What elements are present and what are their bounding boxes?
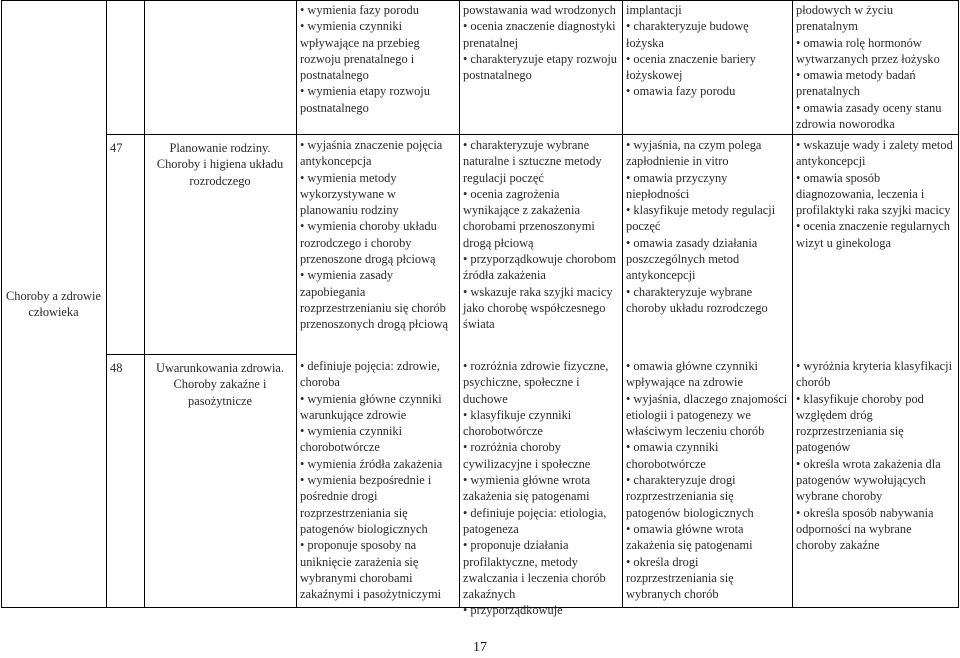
col-divider	[144, 0, 145, 608]
row-divider	[1, 0, 958, 1]
section-cell	[1, 0, 106, 608]
col-divider	[958, 0, 959, 608]
col6-cell-c	[792, 358, 958, 607]
col6-cell-b	[792, 137, 958, 355]
list-item: • wymienia metody wykorzystywane w planowaniu rodziny	[300, 170, 399, 218]
list-item: powstawania wad wrodzonych	[463, 3, 616, 17]
col4-cell-c	[459, 358, 622, 618]
col-divider	[106, 0, 107, 608]
list-item: • wskazuje raka szyjki macicy jako chorobę współczesnego świata	[463, 284, 613, 332]
list-item: • wymienia główne wrota zakażenia się patogenami	[463, 473, 591, 504]
row-divider	[106, 354, 296, 355]
list-item: implantacji	[626, 3, 682, 17]
list-item: • rozróżnia zdrowie fizyczne, psychiczne, społeczne i duchowe	[463, 359, 609, 406]
list-item: • rozróżnia choroby cywilizacyjne i społeczne	[463, 440, 591, 471]
list-item: • charakteryzuje wybrane choroby układu rozrodczego	[626, 284, 768, 315]
col5-cell-c	[622, 358, 792, 607]
list-item: • wymienia choroby układu rozrodczego i choroby przenoszone drogą płciową	[300, 219, 437, 267]
list-item: • określa sposób nabywania odporności na wybrane choroby zakaźne	[796, 505, 934, 553]
row-divider	[106, 134, 958, 135]
page-number: 17	[473, 640, 487, 655]
list-item: • omawia zasady działania poszczególnych metod antykoncepcji	[626, 235, 758, 283]
list-item: • omawia fazy porodu	[626, 84, 736, 99]
col6-cell-a	[792, 2, 958, 134]
list-item: • klasyfikuje choroby pod względem dróg rozprzestrzeniania się patogenów	[796, 391, 924, 455]
list-item: • omawia sposób diagnozowania, leczenia i profilaktyki raka szyjki macicy	[796, 170, 951, 218]
list-item: • przyporządkowuje	[463, 603, 563, 618]
list-item: • omawia główne wrota zakażenia się patogenami	[626, 521, 753, 553]
list-item: • omawia zasady oceny stanu zdrowia noworodka	[796, 100, 942, 132]
list-item: • charakteryzuje drogi rozprzestrzeniania się patogenów biologicznych	[626, 473, 754, 520]
list-item: • wymienia źródła zakażenia	[300, 456, 443, 471]
col4-cell-a	[459, 2, 622, 134]
list-item: • omawia przyczyny niepłodności	[626, 170, 728, 201]
list-item: • definiuje pojęcia: etiologia, patogeneza	[463, 505, 607, 536]
list-item: • wyjaśnia, na czym polega zapłodnienie in vitro	[626, 138, 762, 169]
list-item: • omawia czynniki chorobotwórcze	[626, 440, 719, 471]
list-item: • klasyfikuje metody regulacji poczęć	[626, 203, 776, 234]
list-item: • omawia rolę hormonów wytwarzanych przez łożysko	[796, 35, 940, 66]
col5-cell-b	[622, 137, 792, 355]
list-item: • wymienia główne czynniki warunkujące zdrowie	[300, 391, 442, 422]
list-item: płodowych w życiu prenatalnym	[796, 3, 894, 34]
list-item: • określa wrota zakażenia dla patogenów wywołujących wybrane choroby	[796, 456, 941, 504]
list-item: • ocenia zagrożenia wynikające z zakażenia chorobami przenoszonymi drogą płciową	[463, 186, 595, 250]
col3-cell-b	[296, 137, 459, 355]
list-item: • wyróżnia kryteria klasyfikacji chorób	[796, 359, 953, 390]
list-item: • wymienia zasady zapobiegania rozprzestrzenianiu się chorób przenoszonych drogą płciową	[300, 268, 448, 332]
list-item: • ocenia znaczenie regularnych wizyt u ginekologa	[796, 219, 950, 250]
list-item: 47	[110, 141, 123, 155]
list-item: • wyjaśnia, dlaczego znajomości etiologii i patogenezy we właściwym leczeniu chorób	[626, 391, 788, 439]
list-item: Uwarunkowania zdrowia. Choroby zakaźne i pasożytnicze	[156, 361, 284, 408]
list-item: • wymienia fazy porodu	[300, 3, 419, 17]
list-item: • określa drogi rozprzestrzeniania się wybranych chorób	[626, 554, 734, 602]
list-item: • wskazuje wady i zalety metod antykoncepcji	[796, 138, 953, 169]
list-item: • ocenia znaczenie diagnostyki prenatalnej	[463, 19, 616, 50]
list-item: • charakteryzuje budowę łożyska	[626, 19, 749, 50]
list-item: • wyjaśnia znaczenie pojęcia antykoncepcja	[300, 138, 443, 169]
list-item: • charakteryzuje etapy rozwoju postnatalnego	[463, 51, 617, 83]
lesson-topic	[144, 360, 296, 420]
col5-cell-a	[622, 2, 792, 134]
list-item: • przyporządkowuje chorobom źródła zakażenia	[463, 252, 616, 283]
lesson-number	[106, 360, 144, 420]
lesson-grid	[1, 0, 958, 618]
list-item: • omawia metody badań prenatalnych	[796, 68, 916, 99]
list-item: • wymienia etapy rozwoju postnatalnego	[300, 84, 430, 115]
list-item: • ocenia znaczenie bariery łożyskowej	[626, 51, 756, 83]
lesson-number	[106, 140, 144, 200]
list-item: • wymienia czynniki chorobotwórcze	[300, 424, 403, 455]
list-item: • klasyfikuje czynniki chorobotwórcze	[463, 407, 572, 439]
list-item: • wymienia bezpośrednie i pośrednie drogi rozprzestrzeniania się patogenów biologicznych	[300, 473, 432, 536]
list-item: 48	[110, 361, 123, 375]
lesson-topic	[144, 140, 296, 230]
list-item: Planowanie rodziny. Choroby i higiena układu rozrodczego	[156, 141, 284, 188]
list-item: • wymienia czynniki wpływające na przebieg rozwoju prenatalnego i postnatalnego	[300, 19, 420, 83]
list-item: • proponuje działania profilaktyczne, metody zwalczania i leczenia chorób zakaźnych	[463, 538, 606, 602]
col4-cell-b	[459, 137, 622, 355]
list-item: • omawia główne czynniki wpływające na zdrowie	[626, 359, 758, 390]
list-item: • charakteryzuje wybrane naturalne i sztuczne metody regulacji poczęć	[463, 138, 602, 185]
list-item: • definiuje pojęcia: zdrowie, choroba	[300, 359, 440, 390]
list-item: • proponuje sposoby na uniknięcie zarażenia się wybranymi chorobami zakaźnymi i pasożytniczymi	[300, 538, 442, 602]
col3-cell-a	[296, 2, 459, 134]
col3-cell-c	[296, 358, 459, 607]
section-label: Choroby a zdrowie człowieka	[6, 288, 101, 319]
